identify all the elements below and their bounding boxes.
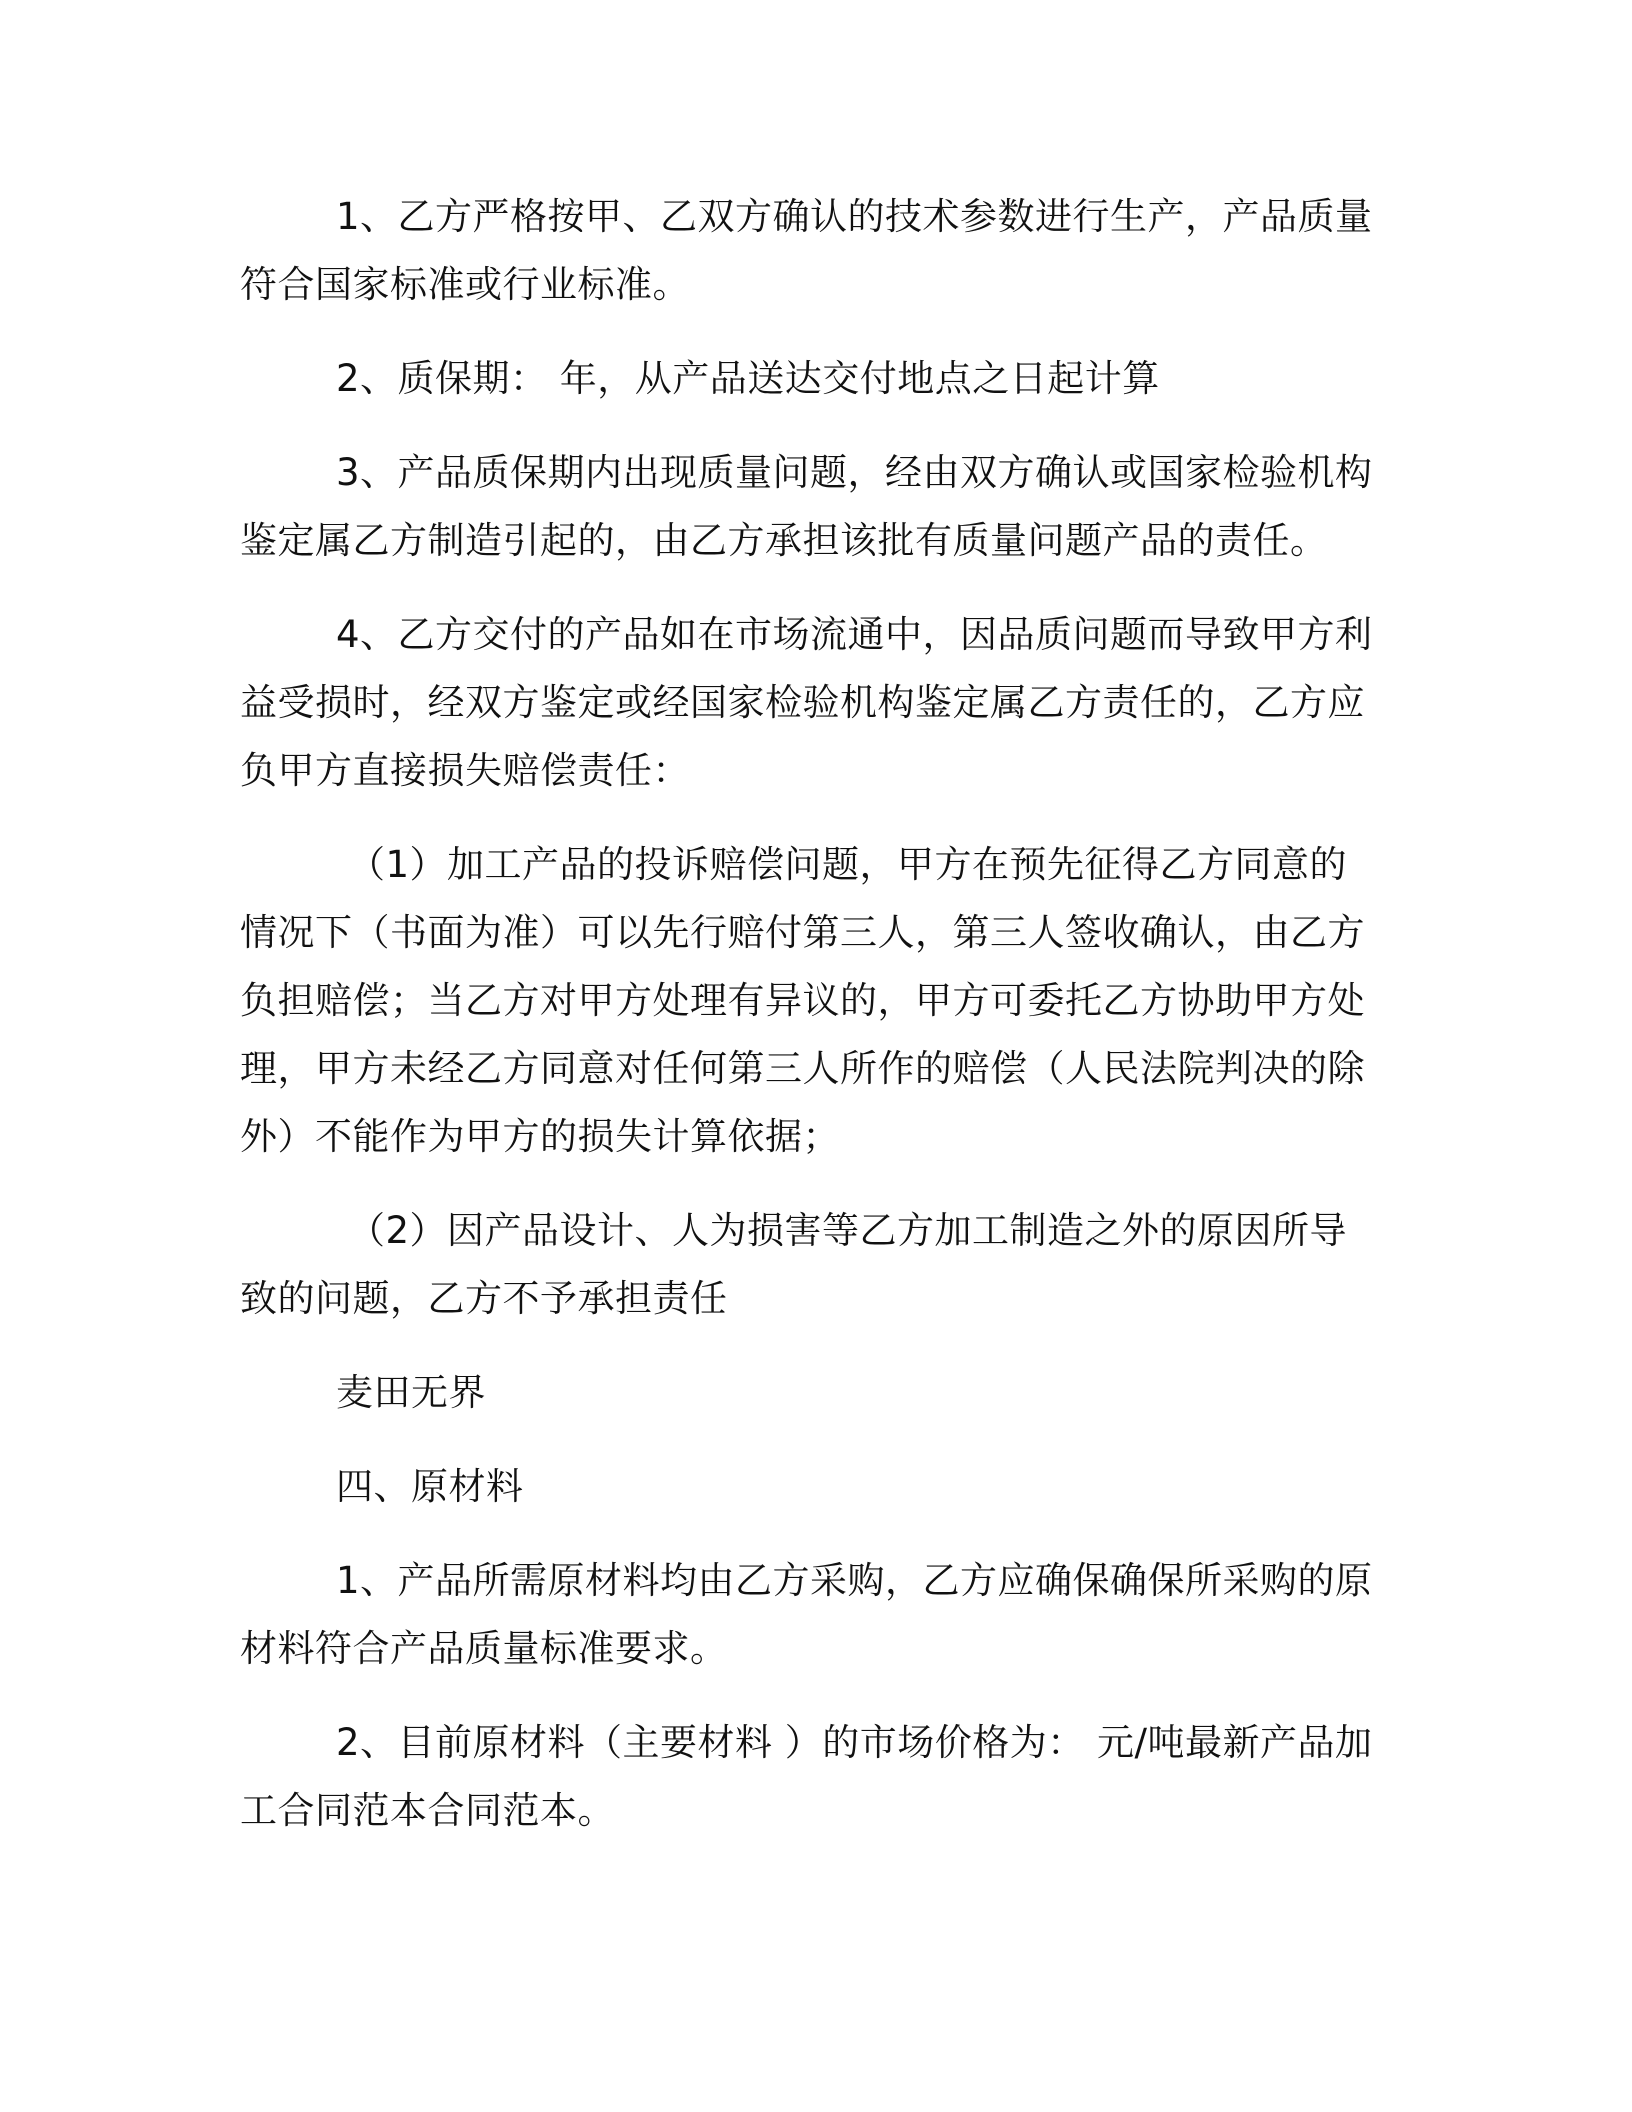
- clause-exclusions: （2）因产品设计、人为损害等乙方加工制造之外的原因所导致的问题，乙方不予承担责任: [240, 1209, 1348, 1320]
- document-body: [240, 183, 1380, 1871]
- clause-material-procurement: 1、产品所需原材料均由乙方采购，乙方应确保确保所采购的原材料符合产品质量标准要求。: [240, 1559, 1373, 1670]
- clause-material-price: 2、目前原材料（主要材料 ）的市场价格为： 元/吨最新产品加工合同范本合同范本。: [240, 1721, 1373, 1832]
- clause-complaint-compensation: （1）加工产品的投诉赔偿问题，甲方在预先征得乙方同意的情况下（书面为准）可以先行赔付第三人，第三人签收确认，由乙方负担赔偿；当乙方对甲方处理有异议的，甲方可委托乙方协助甲方处理，甲方未经乙方同意对任何第三人所作的赔偿（人民法院判决的除外）不能作为甲方的损失计算依据；: [240, 843, 1365, 1158]
- clause-quality-issue-responsibility: 3、产品质保期内出现质量问题，经由双方确认或国家检验机构鉴定属乙方制造引起的，由乙方承担该批有质量问题产品的责任。: [240, 451, 1373, 562]
- watermark-text: 麦田无界: [336, 1371, 486, 1414]
- clause-compensation-liability: 4、乙方交付的产品如在市场流通中，因品质问题而导致甲方利益受损时，经双方鉴定或经国家检验机构鉴定属乙方责任的，乙方应负甲方直接损失赔偿责任：: [240, 613, 1373, 792]
- clause-warranty-period: 2、质保期： 年，从产品送达交付地点之日起计算: [336, 357, 1160, 400]
- section-heading-raw-materials: 四、原材料: [336, 1465, 524, 1508]
- clause-quality-standard: 1、乙方严格按甲、乙双方确认的技术参数进行生产，产品质量符合国家标准或行业标准。: [240, 195, 1373, 306]
